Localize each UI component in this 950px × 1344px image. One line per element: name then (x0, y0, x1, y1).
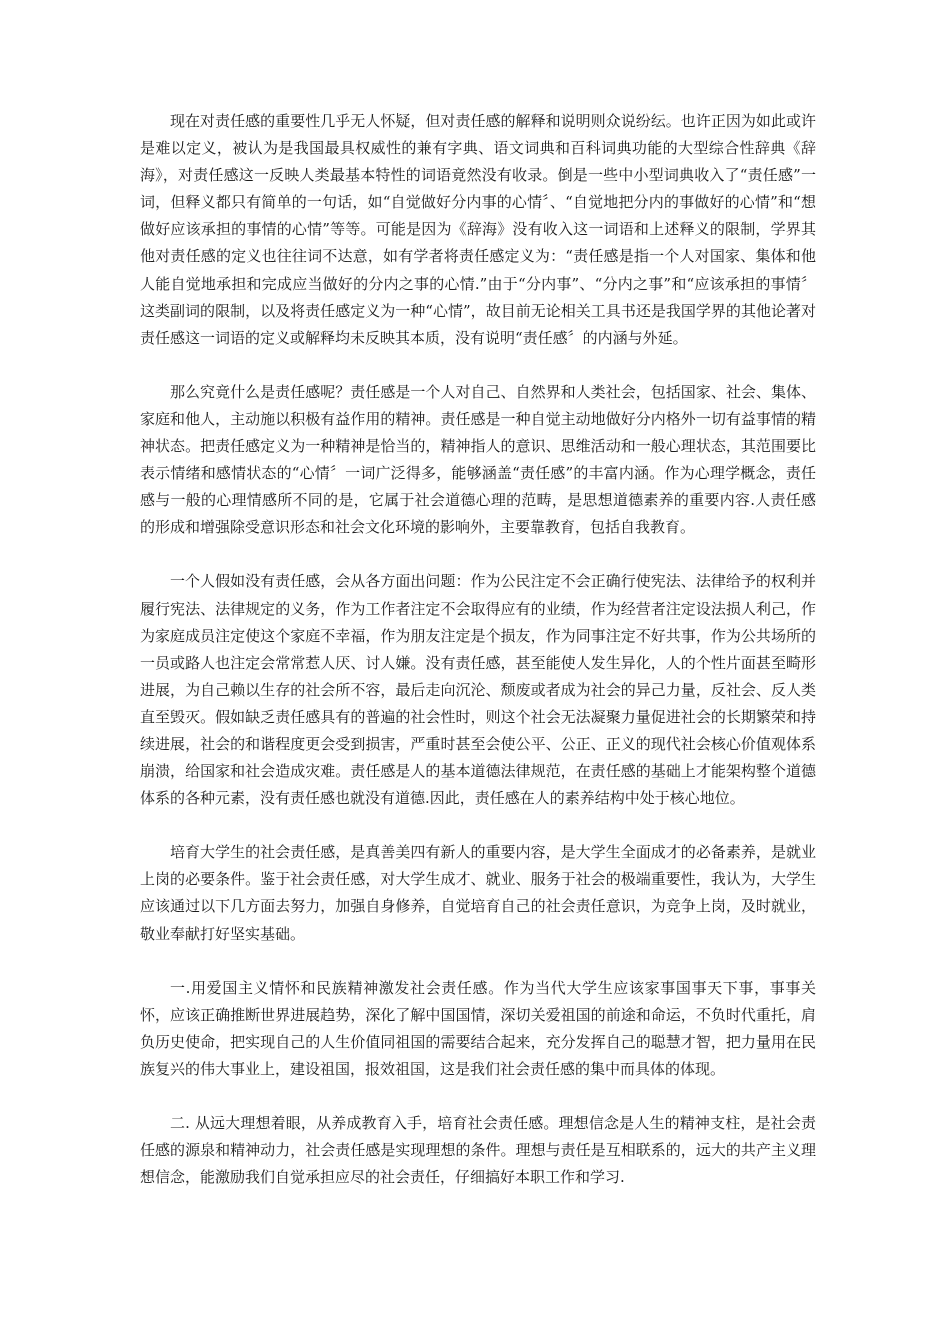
paragraph-2: 那么究竟什么是责任感呢？责任感是一个人对自己、自然界和人类社会，包括国家、社会、集体、家庭和他人，主动施以积极有益作用的精神。责任感是一种自觉主动地做好分内格外一切有益事情的精神状态。把责任感定义为一种精神是恰当的，精神指人的意识、思维活动和一般心理状态，其范围要比表示情绪和感情状态的“心情〞一词广泛得多，能够涵盖“责任感”的丰富内涵。作为心理学概念，责任感与一般的心理情感所不同的是，它属于社会道德心理的范畴，是思想道德素养的重要内容.人责任感的形成和增强除受意识形态和社会文化环境的影响外，主要靠教育，包括自我教育。 (140, 382, 816, 537)
paragraph-spacer (140, 812, 816, 839)
paragraph-1: 现在对责任感的重要性几乎无人怀疑，但对责任感的解释和说明则众说纷纭。也许正因为如此或许是难以定义，被认为是我国最具权威性的兼有字典、语文词典和百科词典功能的大型综合性辞典《辞海》，对责任感这一反映人类最基本特性的词语竟然没有收录。倒是一些中小型词典收入了“责任感”一词，但释义都只有简单的一句话，如“自觉做好分内事的心情〞、“自觉地把分内的事做好的心情”和“想做好应该承担的事情的心情”等等。可能是因为《辞海》没有收入这一词语和上述释义的限制，学界其他对责任感的定义也往往词不达意，如有学者将责任感定义为：“责任感是指一个人对国家、集体和他人能自觉地承担和完成应当做好的分内之事的心情.”由于“分内事”、“分内之事”和“应该承担的事情〞这类副词的限制，以及将责任感定义为一种“心情”，故目前无论相关工具书还是我国学界的其他论著对责任感这一词语的定义或解释均未反映其本质，没有说明“责任感〞的内涵与外延。 (140, 112, 816, 347)
document-body (140, 108, 816, 1191)
paragraph-spacer (140, 1083, 816, 1110)
paragraph-spacer (140, 352, 816, 379)
paragraph-spacer (140, 541, 816, 568)
paragraph-6: 二. 从远大理想着眼，从养成教育入手，培育社会责任感。理想信念是人生的精神支柱，是社会责任感的源泉和精神动力，社会责任感是实现理想的条件。理想与责任是互相联系的，远大的共产主义理想信念，能激励我们自觉承担应尽的社会责任，仔细搞好本职工作和学习. (140, 1114, 816, 1187)
paragraph-5: 一.用爱国主义情怀和民族精神激发社会责任感。作为当代大学生应该家事国事天下事，事事关怀，应该正确推断世界进展趋势，深化了解中国国情，深切关爱祖国的前途和命运，不负时代重托，肩负历史使命，把实现自己的人生价值同祖国的需要结合起来，充分发挥自己的聪慧才智，把力量用在民族复兴的伟大事业上，建设祖国，报效祖国，这是我们社会责任感的集中而具体的体现。 (140, 978, 816, 1078)
paragraph-spacer (140, 948, 816, 975)
paragraph-4: 培育大学生的社会责任感，是真善美四有新人的重要内容，是大学生全面成才的必备素养，是就业上岗的必要条件。鉴于社会责任感，对大学生成才、就业、服务于社会的极端重要性，我认为，大学生应该通过以下几方面去努力，加强自身修养，自觉培育自己的社会责任意识，为竞争上岗，及时就业，敬业奉献打好坚实基础。 (140, 843, 816, 943)
paragraph-3: 一个人假如没有责任感，会从各方面出问题：作为公民注定不会正确行使宪法、法律给予的权利并履行宪法、法律规定的义务，作为工作者注定不会取得应有的业绩，作为经营者注定设法损人利己，作为家庭成员注定使这个家庭不幸福，作为朋友注定是个损友，作为同事注定不好共事，作为公共场所的一员或路人也注定会常常惹人厌、讨人嫌。没有责任感，甚至能使人发生异化，人的个性片面甚至畸形进展，为自己赖以生存的社会所不容，最后走向沉沦、颓废或者成为社会的异己力量，反社会、反人类直至毁灭。假如缺乏责任感具有的普遍的社会性时，则这个社会无法凝聚力量促进社会的长期繁荣和持续进展，社会的和谐程度更会受到损害，严重时甚至会使公平、公正、正义的现代社会核心价值观体系崩溃，给国家和社会造成灾难。责任感是人的基本道德法律规范，在责任感的基础上才能架构整个道德体系的各种元素，没有责任感也就没有道德.因此，责任感在人的素养结构中处于核心地位。 (140, 572, 816, 808)
